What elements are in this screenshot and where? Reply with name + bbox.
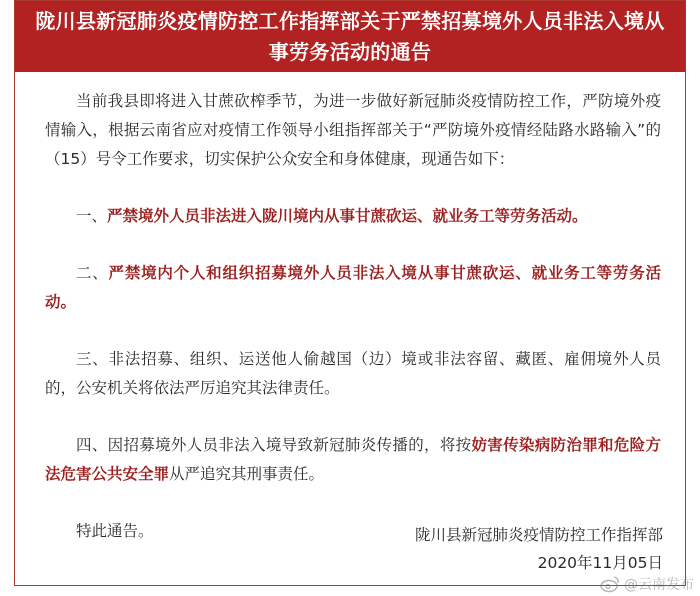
item-2-paragraph: [45, 259, 661, 317]
notice-frame: [14, 0, 686, 586]
signature-date: 2020年11月05日: [537, 554, 663, 572]
watermark: [600, 574, 694, 594]
item-2-prefix: 二、: [76, 264, 109, 282]
intro-paragraph: 当前我县即将进入甘蔗砍榨季节，为进一步做好新冠肺炎疫情防控工作，严防境外疫情输入，根据云南省应对疫情工作领导小组指挥部关于“严防境外疫情经陆路水路输入”的（15）号令工作要求，切实保护公众安全和身体健康，现通告如下：: [45, 92, 661, 168]
notice-title: 陇川县新冠肺炎疫情防控工作指挥部关于严禁招募境外人员非法入境从事劳务活动的通告: [35, 8, 665, 64]
item-4-crime-text: 妨害传染病防治罪和危险方法危害公共安全罪: [45, 436, 661, 483]
item-4-post: 从严追究其刑事责任。: [169, 465, 325, 483]
signature-block: [415, 521, 663, 577]
item-1-prefix: 一、: [76, 207, 108, 225]
signature-org: 陇川县新冠肺炎疫情防控工作指挥部: [414, 526, 663, 544]
item-3-paragraph: 三、非法招募、组织、运送他人偷越国（边）境或非法容留、藏匿、雇佣境外人员的，公安机关将依法严厉追究其法律责任。: [45, 350, 661, 397]
item-1-text: 严禁境外人员非法进入陇川境内从事甘蔗砍运、就业务工等劳务活动。: [107, 207, 588, 225]
item-4-paragraph: [45, 431, 661, 489]
closing-paragraph: 特此通告。: [76, 522, 154, 540]
notice-body: [45, 87, 661, 546]
weibo-icon: [600, 575, 620, 593]
item-2-text: 严禁境内个人和组织招募境外人员非法入境从事甘蔗砍运、就业务工等劳务活动。: [45, 264, 661, 311]
item-1-paragraph: [45, 202, 661, 231]
notice-header: [15, 1, 685, 72]
watermark-text: @云南发布: [624, 577, 694, 593]
item-4-pre: 四、因招募境外人员非法入境导致新冠肺炎传播的，将按: [76, 436, 472, 454]
